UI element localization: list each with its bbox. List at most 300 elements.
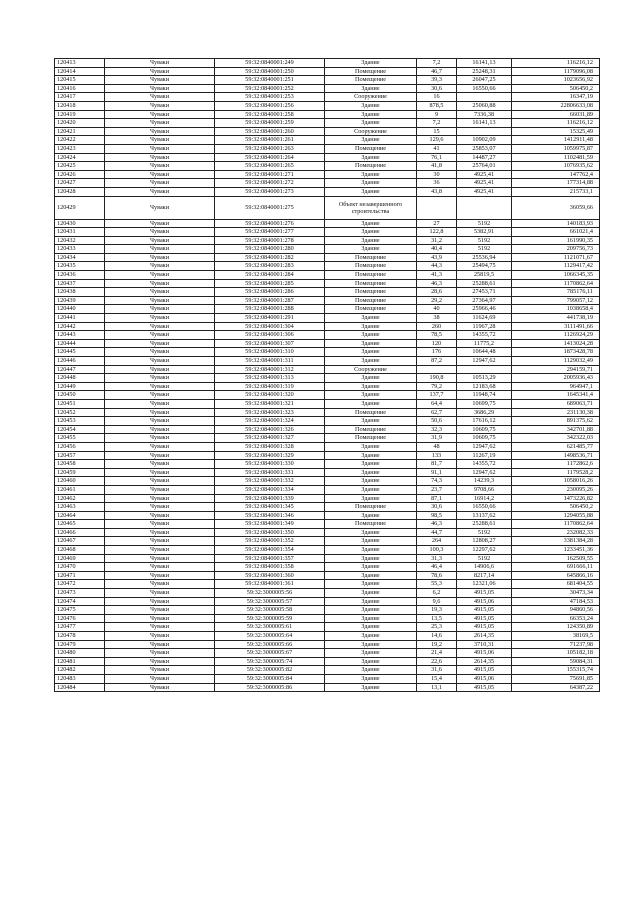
settlement-cell: Чуваки — [105, 59, 215, 68]
row-number-cell: 120460 — [55, 477, 105, 486]
row-number-cell: 120479 — [55, 640, 105, 649]
table-row — [55, 528, 600, 537]
object-type-cell: Здание — [325, 187, 417, 196]
cadastral-number-cell: 59:32:0840001:329 — [215, 451, 325, 460]
object-type-cell: Сооружение — [325, 365, 417, 374]
unit-value-cell: 4925,41 — [457, 179, 512, 188]
area-cell: 36 — [417, 179, 457, 188]
object-type-cell: Помещение — [325, 305, 417, 314]
object-type-cell: Здание — [325, 339, 417, 348]
unit-value-cell: 4915,05 — [457, 683, 512, 692]
row-number-cell: 120480 — [55, 649, 105, 658]
cadastral-number-cell: 59:32:0840001:287 — [215, 296, 325, 305]
unit-value-cell: 25536,94 — [457, 253, 512, 262]
settlement-cell: Чуваки — [105, 563, 215, 572]
row-number-cell: 120420 — [55, 119, 105, 128]
row-number-cell: 120451 — [55, 399, 105, 408]
cadastral-number-cell: 59:32:0840001:280 — [215, 245, 325, 254]
cadastral-value-cell: 1179528,2 — [512, 468, 600, 477]
settlement-cell: Чуваки — [105, 271, 215, 280]
area-cell: 44,3 — [417, 262, 457, 271]
settlement-cell: Чуваки — [105, 253, 215, 262]
unit-value-cell: 25853,07 — [457, 144, 512, 153]
table-row — [55, 477, 600, 486]
area-cell: 46,4 — [417, 563, 457, 572]
settlement-cell: Чуваки — [105, 425, 215, 434]
object-type-cell: Здание — [325, 580, 417, 589]
object-type-cell: Здание — [325, 236, 417, 245]
row-number-cell: 120419 — [55, 110, 105, 119]
row-number-cell: 120463 — [55, 503, 105, 512]
object-type-cell: Помещение — [325, 296, 417, 305]
row-number-cell: 120414 — [55, 67, 105, 76]
table-row — [55, 632, 600, 641]
cadastral-value-cell: 105182,18 — [512, 649, 600, 658]
settlement-cell: Чуваки — [105, 170, 215, 179]
area-cell: 21,4 — [417, 649, 457, 658]
area-cell: 78,5 — [417, 331, 457, 340]
cadastral-number-cell: 59:32:0840001:350 — [215, 528, 325, 537]
cadastral-number-cell: 59:32:3000005:58 — [215, 606, 325, 615]
unit-value-cell: 14239,3 — [457, 477, 512, 486]
object-type-cell: Здание — [325, 571, 417, 580]
cadastral-number-cell: 59:32:0840001:352 — [215, 537, 325, 546]
object-type-cell: Здание — [325, 546, 417, 555]
settlement-cell: Чуваки — [105, 666, 215, 675]
row-number-cell: 120457 — [55, 451, 105, 460]
area-cell: 23,7 — [417, 485, 457, 494]
cadastral-value-cell: 94860,56 — [512, 606, 600, 615]
row-number-cell: 120455 — [55, 434, 105, 443]
settlement-cell: Чуваки — [105, 84, 215, 93]
settlement-cell: Чуваки — [105, 179, 215, 188]
table-row — [55, 382, 600, 391]
cadastral-value-cell: 1129032,49 — [512, 357, 600, 366]
cadastral-value-cell: 116216,12 — [512, 119, 600, 128]
row-number-cell: 120440 — [55, 305, 105, 314]
cadastral-value-cell: 147762,4 — [512, 170, 600, 179]
settlement-cell: Чуваки — [105, 162, 215, 171]
area-cell: 62,7 — [417, 408, 457, 417]
unit-value-cell: 11624,69 — [457, 314, 512, 323]
cadastral-number-cell: 59:32:3000005:74 — [215, 657, 325, 666]
area-cell: 13,5 — [417, 614, 457, 623]
settlement-cell: Чуваки — [105, 451, 215, 460]
object-type-cell: Здание — [325, 84, 417, 93]
table-row — [55, 365, 600, 374]
row-number-cell: 120429 — [55, 196, 105, 219]
row-number-cell: 120415 — [55, 76, 105, 85]
row-number-cell: 120477 — [55, 623, 105, 632]
settlement-cell: Чуваки — [105, 597, 215, 606]
object-type-cell: Помещение — [325, 162, 417, 171]
unit-value-cell: 12947,62 — [457, 442, 512, 451]
area-cell — [417, 196, 457, 219]
cadastral-value-cell: 1066345,35 — [512, 271, 600, 280]
cadastral-value-cell: 1294055,88 — [512, 511, 600, 520]
row-number-cell: 120438 — [55, 288, 105, 297]
table-row — [55, 408, 600, 417]
settlement-cell: Чуваки — [105, 119, 215, 128]
row-number-cell: 120413 — [55, 59, 105, 68]
settlement-cell: Чуваки — [105, 614, 215, 623]
table-row — [55, 494, 600, 503]
unit-value-cell: 12947,62 — [457, 357, 512, 366]
object-type-cell: Помещение — [325, 425, 417, 434]
area-cell: 129,6 — [417, 136, 457, 145]
table-row — [55, 571, 600, 580]
object-type-cell: Сооружение — [325, 127, 417, 136]
settlement-cell: Чуваки — [105, 546, 215, 555]
area-cell: 9 — [417, 110, 457, 119]
row-number-cell: 120445 — [55, 348, 105, 357]
cadastral-value-cell: 1059975,87 — [512, 144, 600, 153]
row-number-cell: 120417 — [55, 93, 105, 102]
row-number-cell: 120428 — [55, 187, 105, 196]
area-cell: 40,4 — [417, 245, 457, 254]
cadastral-number-cell: 59:32:0840001:256 — [215, 101, 325, 110]
unit-value-cell: 4915,06 — [457, 649, 512, 658]
cadastral-value-cell: 294159,71 — [512, 365, 600, 374]
unit-value-cell: 25819,5 — [457, 271, 512, 280]
cadastral-value-cell: 621485,77 — [512, 442, 600, 451]
area-cell: 41 — [417, 144, 457, 153]
unit-value-cell: 4915,06 — [457, 597, 512, 606]
row-number-cell: 120464 — [55, 511, 105, 520]
area-cell: 46,3 — [417, 279, 457, 288]
table-row — [55, 666, 600, 675]
object-type-cell: Помещение — [325, 520, 417, 529]
table-row — [55, 614, 600, 623]
cadastral-value-cell: 3381384,28 — [512, 537, 600, 546]
row-number-cell: 120434 — [55, 253, 105, 262]
area-cell: 16 — [417, 93, 457, 102]
table-row — [55, 76, 600, 85]
unit-value-cell: 4915,05 — [457, 623, 512, 632]
cadastral-number-cell: 59:32:0840001:332 — [215, 477, 325, 486]
settlement-cell: Чуваки — [105, 331, 215, 340]
table-row — [55, 110, 600, 119]
object-type-cell: Помещение — [325, 67, 417, 76]
cadastral-value-cell: 1129417,42 — [512, 262, 600, 271]
area-cell: 176 — [417, 348, 457, 357]
area-cell: 43,9 — [417, 253, 457, 262]
unit-value-cell: 25288,61 — [457, 279, 512, 288]
unit-value-cell: 16141,13 — [457, 119, 512, 128]
table-row — [55, 228, 600, 237]
cadastral-number-cell: 59:32:0840001:278 — [215, 236, 325, 245]
cadastral-number-cell: 59:32:0840001:354 — [215, 546, 325, 555]
unit-value-cell: 4915,05 — [457, 589, 512, 598]
cadastral-number-cell: 59:32:0840001:283 — [215, 262, 325, 271]
table-row — [55, 279, 600, 288]
cadastral-number-cell: 59:32:3000005:57 — [215, 597, 325, 606]
object-type-cell: Здание — [325, 228, 417, 237]
table-row — [55, 179, 600, 188]
cadastral-number-cell: 59:32:0840001:306 — [215, 331, 325, 340]
table-row — [55, 434, 600, 443]
unit-value-cell: 26047,25 — [457, 76, 512, 85]
area-cell: 120 — [417, 339, 457, 348]
settlement-cell: Чуваки — [105, 236, 215, 245]
object-type-cell: Здание — [325, 460, 417, 469]
table-row — [55, 314, 600, 323]
cadastral-number-cell: 59:32:0840001:276 — [215, 219, 325, 228]
cadastral-value-cell: 1412911,48 — [512, 136, 600, 145]
cadastral-number-cell: 59:32:0840001:261 — [215, 136, 325, 145]
cadastral-value-cell: 177314,88 — [512, 179, 600, 188]
settlement-cell: Чуваки — [105, 339, 215, 348]
settlement-cell: Чуваки — [105, 606, 215, 615]
settlement-cell: Чуваки — [105, 262, 215, 271]
settlement-cell: Чуваки — [105, 399, 215, 408]
unit-value-cell: 10513,29 — [457, 374, 512, 383]
area-cell: 87,2 — [417, 357, 457, 366]
table-row — [55, 127, 600, 136]
table-row — [55, 305, 600, 314]
table-row — [55, 187, 600, 196]
settlement-cell: Чуваки — [105, 485, 215, 494]
unit-value-cell: 3686,29 — [457, 408, 512, 417]
object-type-cell: Помещение — [325, 288, 417, 297]
cadastral-value-cell: 1179096,08 — [512, 67, 600, 76]
cadastral-value-cell: 691666,11 — [512, 563, 600, 572]
settlement-cell: Чуваки — [105, 228, 215, 237]
row-number-cell: 120470 — [55, 563, 105, 572]
area-cell: 30,6 — [417, 84, 457, 93]
row-number-cell: 120424 — [55, 153, 105, 162]
object-type-cell: Здание — [325, 623, 417, 632]
area-cell: 27 — [417, 219, 457, 228]
row-number-cell: 120481 — [55, 657, 105, 666]
unit-value-cell: 12321,06 — [457, 580, 512, 589]
cadastral-value-cell: 71237,98 — [512, 640, 600, 649]
cadastral-number-cell: 59:32:0840001:291 — [215, 314, 325, 323]
cadastral-value-cell: 30473,34 — [512, 589, 600, 598]
table-row — [55, 451, 600, 460]
area-cell: 91,1 — [417, 468, 457, 477]
cadastral-value-cell: 16347,19 — [512, 93, 600, 102]
table-row — [55, 442, 600, 451]
unit-value-cell: 14906,6 — [457, 563, 512, 572]
cadastral-number-cell: 59:32:0840001:282 — [215, 253, 325, 262]
cadastral-number-cell: 59:32:0840001:264 — [215, 153, 325, 162]
cadastral-number-cell: 59:32:0840001:313 — [215, 374, 325, 383]
row-number-cell: 120469 — [55, 554, 105, 563]
row-number-cell: 120449 — [55, 382, 105, 391]
row-number-cell: 120442 — [55, 322, 105, 331]
unit-value-cell: 14355,72 — [457, 460, 512, 469]
settlement-cell: Чуваки — [105, 554, 215, 563]
area-cell: 46,3 — [417, 520, 457, 529]
cadastral-value-cell: 1473226,82 — [512, 494, 600, 503]
cadastral-number-cell: 59:32:0840001:249 — [215, 59, 325, 68]
settlement-cell: Чуваки — [105, 528, 215, 537]
unit-value-cell: 25764,01 — [457, 162, 512, 171]
settlement-cell: Чуваки — [105, 477, 215, 486]
table-row — [55, 649, 600, 658]
object-type-cell: Здание — [325, 399, 417, 408]
area-cell: 41,8 — [417, 162, 457, 171]
unit-value-cell: 4915,05 — [457, 606, 512, 615]
object-type-cell: Здание — [325, 485, 417, 494]
object-type-cell: Здание — [325, 589, 417, 598]
cadastral-value-cell: 661021,4 — [512, 228, 600, 237]
table-row — [55, 485, 600, 494]
unit-value-cell: 25494,75 — [457, 262, 512, 271]
cadastral-number-cell: 59:32:0840001:320 — [215, 391, 325, 400]
object-type-cell: Здание — [325, 597, 417, 606]
unit-value-cell: 10609,75 — [457, 434, 512, 443]
table-row — [55, 245, 600, 254]
area-cell: 81,7 — [417, 460, 457, 469]
settlement-cell: Чуваки — [105, 434, 215, 443]
cadastral-number-cell: 59:32:0840001:251 — [215, 76, 325, 85]
cadastral-number-cell: 59:32:3000005:67 — [215, 649, 325, 658]
cadastral-number-cell: 59:32:0840001:334 — [215, 485, 325, 494]
object-type-cell: Здание — [325, 632, 417, 641]
row-number-cell: 120421 — [55, 127, 105, 136]
cadastral-value-cell: 342701,88 — [512, 425, 600, 434]
cadastral-number-cell: 59:32:0840001:263 — [215, 144, 325, 153]
area-cell: 122,8 — [417, 228, 457, 237]
settlement-cell: Чуваки — [105, 632, 215, 641]
unit-value-cell: 5192 — [457, 554, 512, 563]
row-number-cell: 120453 — [55, 417, 105, 426]
object-type-cell: Помещение — [325, 408, 417, 417]
area-cell: 79,2 — [417, 382, 457, 391]
cadastral-number-cell: 59:32:0840001:312 — [215, 365, 325, 374]
table-row — [55, 59, 600, 68]
area-cell: 87,1 — [417, 494, 457, 503]
table-row — [55, 93, 600, 102]
settlement-cell: Чуваки — [105, 442, 215, 451]
cadastral-number-cell: 59:32:0840001:273 — [215, 187, 325, 196]
table-row — [55, 339, 600, 348]
cadastral-number-cell: 59:32:0840001:346 — [215, 511, 325, 520]
unit-value-cell: 11967,28 — [457, 322, 512, 331]
table-row — [55, 511, 600, 520]
cadastral-value-cell: 38169,5 — [512, 632, 600, 641]
unit-value-cell: 3710,31 — [457, 640, 512, 649]
cadastral-number-cell: 59:32:0840001:271 — [215, 170, 325, 179]
cadastral-value-cell: 1038658,4 — [512, 305, 600, 314]
cadastral-value-cell: 2005936,43 — [512, 374, 600, 383]
settlement-cell: Чуваки — [105, 649, 215, 658]
area-cell: 30,6 — [417, 503, 457, 512]
cadastral-number-cell: 59:32:0840001:331 — [215, 468, 325, 477]
cadastral-value-cell: 1023656,92 — [512, 76, 600, 85]
row-number-cell: 120416 — [55, 84, 105, 93]
unit-value-cell: 27453,71 — [457, 288, 512, 297]
row-number-cell: 120436 — [55, 271, 105, 280]
object-type-cell: Здание — [325, 245, 417, 254]
cadastral-number-cell: 59:32:3000005:56 — [215, 589, 325, 598]
unit-value-cell: 5382,91 — [457, 228, 512, 237]
cadastral-value-cell: 506450,2 — [512, 503, 600, 512]
table-row — [55, 262, 600, 271]
area-cell: 15,4 — [417, 674, 457, 683]
object-type-cell: Здание — [325, 614, 417, 623]
row-number-cell: 120472 — [55, 580, 105, 589]
cadastral-value-cell: 15325,49 — [512, 127, 600, 136]
table-row — [55, 503, 600, 512]
settlement-cell: Чуваки — [105, 144, 215, 153]
cadastral-value-cell: 161990,35 — [512, 236, 600, 245]
settlement-cell: Чуваки — [105, 640, 215, 649]
area-cell: 50,6 — [417, 417, 457, 426]
settlement-cell: Чуваки — [105, 657, 215, 666]
table-row — [55, 348, 600, 357]
area-cell: 31,2 — [417, 236, 457, 245]
unit-value-cell: 10644,48 — [457, 348, 512, 357]
area-cell: 39,3 — [417, 76, 457, 85]
settlement-cell: Чуваки — [105, 127, 215, 136]
area-cell: 43,8 — [417, 187, 457, 196]
unit-value-cell: 4925,41 — [457, 187, 512, 196]
unit-value-cell: 7336,38 — [457, 110, 512, 119]
cadastral-value-cell: 1170862,64 — [512, 520, 600, 529]
cadastral-value-cell: 155315,74 — [512, 666, 600, 675]
unit-value-cell: 12808,27 — [457, 537, 512, 546]
table-row — [55, 101, 600, 110]
object-type-cell: Здание — [325, 110, 417, 119]
area-cell: 48 — [417, 442, 457, 451]
settlement-cell: Чуваки — [105, 623, 215, 632]
area-cell: 31,9 — [417, 434, 457, 443]
row-number-cell: 120446 — [55, 357, 105, 366]
row-number-cell: 120456 — [55, 442, 105, 451]
object-type-cell: Здание — [325, 563, 417, 572]
table-row — [55, 674, 600, 683]
object-type-cell: Здание — [325, 59, 417, 68]
cadastral-number-cell: 59:32:0840001:349 — [215, 520, 325, 529]
row-number-cell: 120452 — [55, 408, 105, 417]
cadastral-number-cell: 59:32:0840001:253 — [215, 93, 325, 102]
object-type-cell: Здание — [325, 640, 417, 649]
table-row — [55, 589, 600, 598]
cadastral-number-cell: 59:32:0840001:360 — [215, 571, 325, 580]
row-number-cell: 120458 — [55, 460, 105, 469]
object-type-cell: Здание — [325, 374, 417, 383]
unit-value-cell: 10902,09 — [457, 136, 512, 145]
unit-value-cell: 10699,75 — [457, 399, 512, 408]
row-number-cell: 120471 — [55, 571, 105, 580]
object-type-cell: Здание — [325, 477, 417, 486]
unit-value-cell: 9708,66 — [457, 485, 512, 494]
object-type-cell: Здание — [325, 153, 417, 162]
unit-value-cell: 16550,66 — [457, 503, 512, 512]
unit-value-cell: 16550,66 — [457, 84, 512, 93]
object-type-cell: Здание — [325, 494, 417, 503]
settlement-cell: Чуваки — [105, 136, 215, 145]
area-cell: 878,5 — [417, 101, 457, 110]
row-number-cell: 120483 — [55, 674, 105, 683]
settlement-cell: Чуваки — [105, 296, 215, 305]
unit-value-cell — [457, 93, 512, 102]
cadastral-value-cell: 1172862,6 — [512, 460, 600, 469]
unit-value-cell: 16914,2 — [457, 494, 512, 503]
settlement-cell: Чуваки — [105, 219, 215, 228]
settlement-cell: Чуваки — [105, 279, 215, 288]
area-cell: 46,7 — [417, 67, 457, 76]
cadastral-number-cell: 59:32:0840001:277 — [215, 228, 325, 237]
settlement-cell: Чуваки — [105, 305, 215, 314]
cadastral-number-cell: 59:32:0840001:250 — [215, 67, 325, 76]
table-row — [55, 271, 600, 280]
cadastral-number-cell: 59:32:3000005:66 — [215, 640, 325, 649]
cadastral-value-cell: 681404,55 — [512, 580, 600, 589]
